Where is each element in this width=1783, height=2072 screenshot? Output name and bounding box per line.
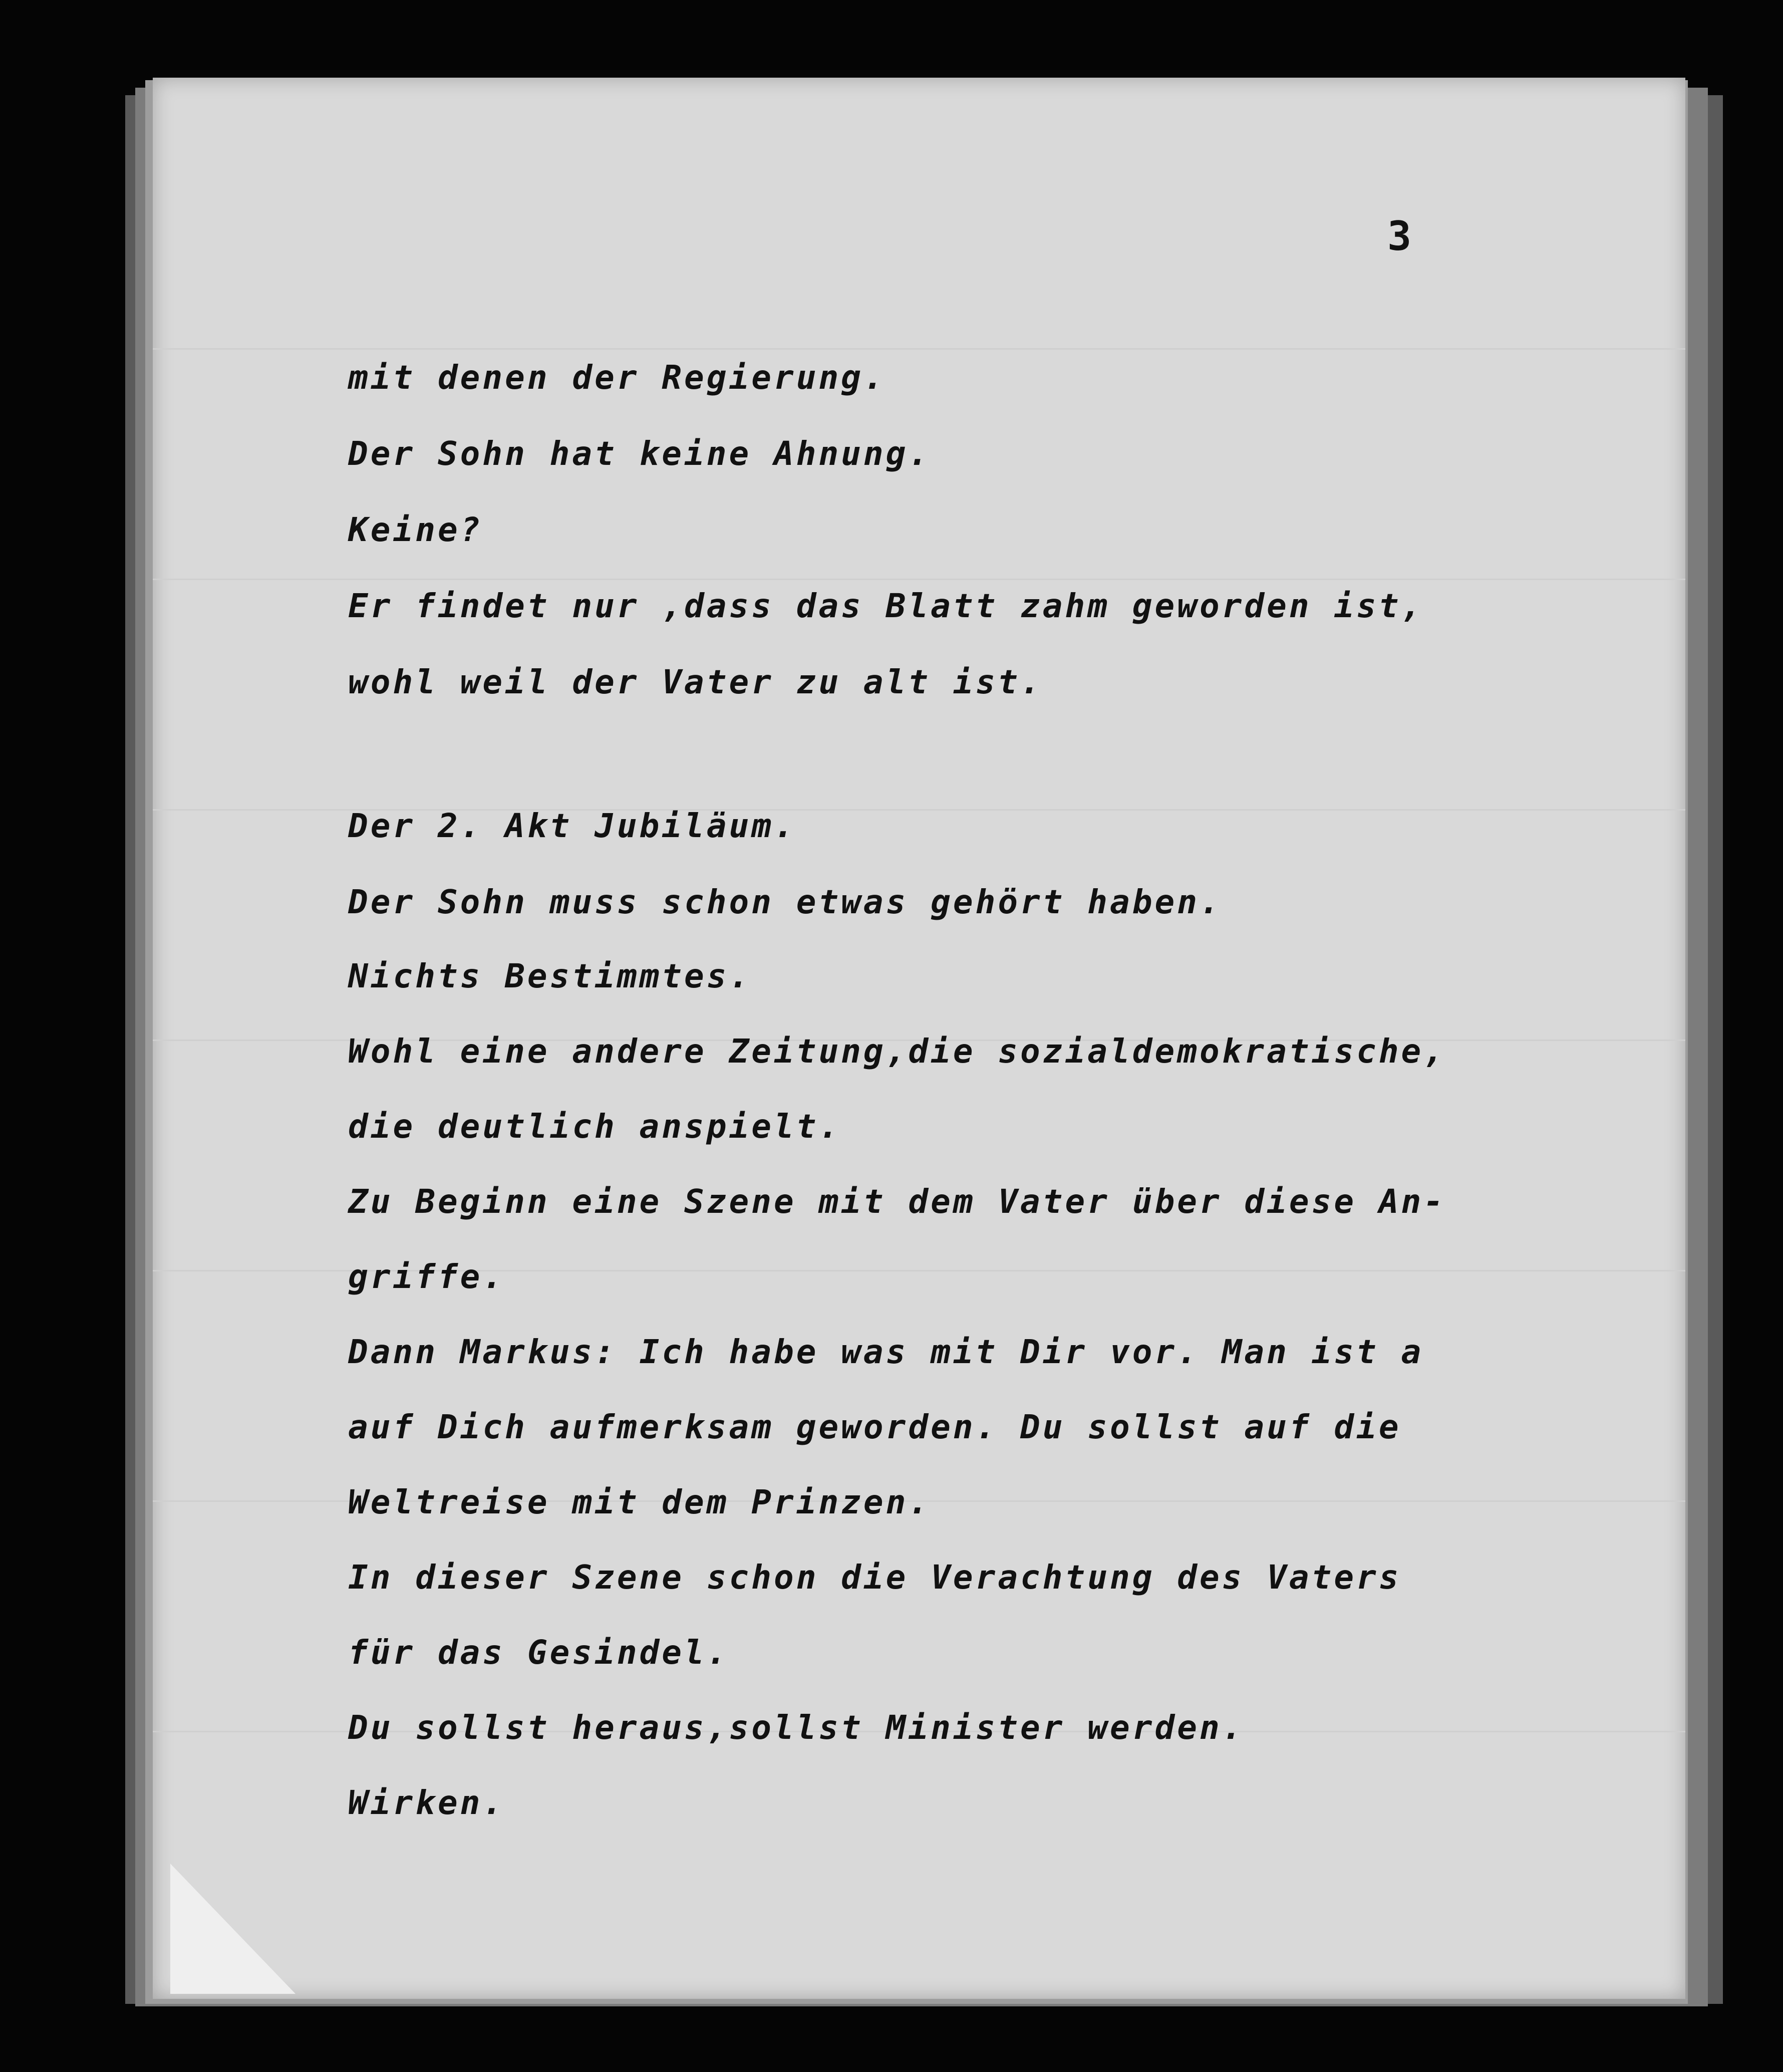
text-line: Wirken. [348,1783,505,1822]
ruled-line [153,579,1685,580]
page-number: 3 [1387,213,1412,260]
text-line: Zu Beginn eine Szene mit dem Vater über diese An- [348,1182,1446,1221]
folded-corner [170,1864,295,1994]
text-line: griffe. [348,1257,505,1296]
text-line: In dieser Szene schon die Verachtung des Vaters [348,1558,1401,1597]
ruled-line [153,348,1685,350]
text-line: Keine? [348,510,483,549]
text-line: Er findet nur ,dass das Blatt zahm geworden ist, [348,587,1424,625]
text-line: für das Gesindel. [348,1633,729,1672]
text-line: Wohl eine andere Zeitung,die sozialdemokratische, [348,1032,1446,1071]
text-line: Nichts Bestimmtes. [348,957,752,995]
text-line: mit denen der Regierung. [348,358,886,397]
text-line: Der 2. Akt Jubiläum. [348,807,796,845]
typed-page [153,78,1685,1999]
text-line: Der Sohn muss schon etwas gehört haben. [348,883,1222,921]
text-line: die deutlich anspielt. [348,1107,841,1146]
text-line: auf Dich aufmerksam geworden. Du sollst auf die [348,1408,1401,1446]
text-line: Du sollst heraus,sollst Minister werden. [348,1708,1245,1747]
text-line: wohl weil der Vater zu alt ist. [348,663,1043,701]
text-line: Weltreise mit dem Prinzen. [348,1483,931,1521]
text-line: Der Sohn hat keine Ahnung. [348,434,931,473]
text-line: Dann Markus: Ich habe was mit Dir vor. Man ist a [348,1333,1424,1371]
